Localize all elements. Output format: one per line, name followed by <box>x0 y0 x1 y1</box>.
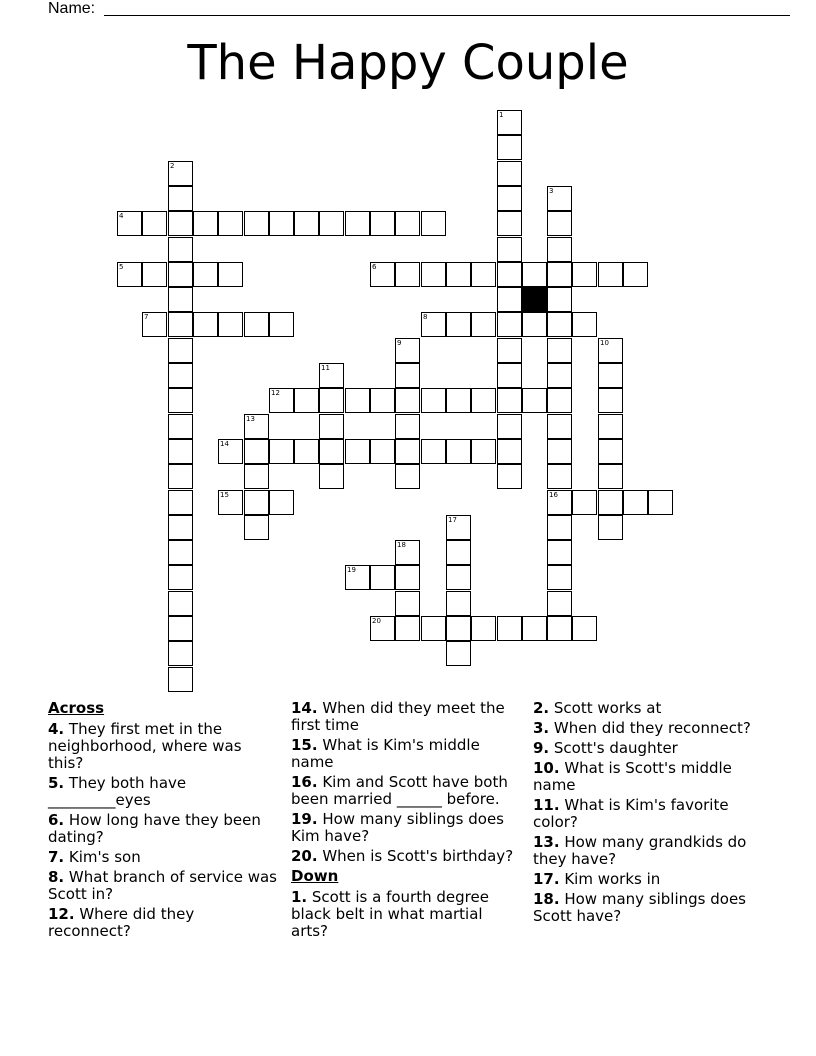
grid-cell[interactable] <box>598 464 623 489</box>
clue-number: 18 <box>397 541 406 549</box>
clue-number: 16 <box>549 491 558 499</box>
grid-cell[interactable] <box>395 262 420 287</box>
clue-item-text: What is Kim's middle name <box>291 736 480 771</box>
grid-cell[interactable] <box>168 186 193 211</box>
clue-item-number: 8. <box>48 868 65 886</box>
grid-cell[interactable] <box>446 439 471 464</box>
grid-cell[interactable] <box>522 262 547 287</box>
across-heading: Across <box>48 699 105 717</box>
grid-cell[interactable] <box>117 211 142 236</box>
clue-item-number: 3. <box>533 719 550 737</box>
grid-cell[interactable] <box>395 414 420 439</box>
grid-cell[interactable] <box>497 616 522 641</box>
clue-item <box>291 737 523 771</box>
clue-item-text: Scott is a fourth degree black belt in what martial arts? <box>291 888 489 940</box>
grid-cell[interactable] <box>497 110 522 135</box>
grid-cell[interactable] <box>168 312 193 337</box>
name-label: Name: <box>48 0 96 17</box>
grid-cell[interactable] <box>142 312 167 337</box>
grid-cell[interactable] <box>547 414 572 439</box>
grid-cell[interactable] <box>446 540 471 565</box>
clue-item-text: When did they meet the first time <box>291 699 505 734</box>
grid-cell[interactable] <box>269 211 294 236</box>
grid-cell[interactable] <box>598 363 623 388</box>
grid-cell[interactable] <box>497 388 522 413</box>
grid-cell[interactable] <box>446 565 471 590</box>
clue-item-number: 5. <box>48 774 65 792</box>
grid-cell[interactable] <box>244 490 269 515</box>
clue-number: 13 <box>246 415 255 423</box>
grid-cell[interactable] <box>446 312 471 337</box>
grid-cell[interactable] <box>168 464 193 489</box>
grid-cell[interactable] <box>497 287 522 312</box>
clue-item <box>48 849 278 866</box>
grid-cell[interactable] <box>193 211 218 236</box>
grid-cell[interactable] <box>497 135 522 160</box>
grid-cell[interactable] <box>218 211 243 236</box>
grid-cell[interactable] <box>168 540 193 565</box>
clue-item-text: Kim works in <box>559 870 661 888</box>
grid-cell[interactable] <box>446 591 471 616</box>
grid-cell[interactable] <box>547 439 572 464</box>
grid-cell[interactable] <box>547 388 572 413</box>
clue-item <box>533 834 773 868</box>
clue-item-text: What is Scott's middle name <box>533 759 732 794</box>
grid-cell[interactable] <box>547 363 572 388</box>
grid-cell[interactable] <box>497 237 522 262</box>
grid-cell[interactable] <box>319 439 344 464</box>
grid-cell[interactable] <box>471 439 496 464</box>
clue-item-number: 10. <box>533 759 560 777</box>
grid-cell[interactable] <box>193 312 218 337</box>
grid-cell[interactable] <box>244 515 269 540</box>
grid-cell[interactable] <box>471 262 496 287</box>
clue-item-text: How long have they been dating? <box>48 811 261 846</box>
grid-cell[interactable] <box>168 439 193 464</box>
grid-cell[interactable] <box>294 211 319 236</box>
clue-item <box>533 700 773 717</box>
grid-cell[interactable] <box>168 641 193 666</box>
grid-cell[interactable] <box>345 388 370 413</box>
grid-cell[interactable] <box>218 439 243 464</box>
grid-cell[interactable] <box>497 312 522 337</box>
grid-cell[interactable] <box>446 515 471 540</box>
grid-cell[interactable] <box>395 540 420 565</box>
grid-cell[interactable] <box>598 439 623 464</box>
grid-cell[interactable] <box>294 388 319 413</box>
grid-cell[interactable] <box>395 211 420 236</box>
grid-cell[interactable] <box>547 312 572 337</box>
grid-cell[interactable] <box>244 414 269 439</box>
grid-cell[interactable] <box>547 565 572 590</box>
clues-column-3 <box>533 700 773 928</box>
grid-cell[interactable] <box>395 464 420 489</box>
grid-cell[interactable] <box>370 439 395 464</box>
clue-item-text: Where did they reconnect? <box>48 905 195 940</box>
clue-item-text: Kim's son <box>64 848 141 866</box>
clue-item <box>291 774 523 808</box>
clue-item <box>291 700 523 734</box>
clue-number: 8 <box>423 313 428 321</box>
grid-cell[interactable] <box>168 338 193 363</box>
grid-cell[interactable] <box>319 414 344 439</box>
clue-number: 14 <box>220 440 229 448</box>
clue-item-number: 15. <box>291 736 318 754</box>
clue-item <box>533 720 773 737</box>
clue-item-number: 11. <box>533 796 560 814</box>
grid-cell[interactable] <box>142 262 167 287</box>
grid-cell[interactable] <box>421 439 446 464</box>
grid-cell[interactable] <box>269 439 294 464</box>
grid-cell[interactable] <box>244 464 269 489</box>
grid-cell[interactable] <box>598 262 623 287</box>
grid-cell[interactable] <box>547 262 572 287</box>
clue-number: 17 <box>448 516 457 524</box>
clue-item-number: 17. <box>533 870 560 888</box>
clue-item-text: What is Kim's favorite color? <box>533 796 729 831</box>
grid-cell[interactable] <box>471 616 496 641</box>
grid-cell[interactable] <box>446 388 471 413</box>
grid-cell[interactable] <box>370 211 395 236</box>
grid-cell[interactable] <box>168 591 193 616</box>
grid-cell[interactable] <box>168 667 193 692</box>
grid-cell[interactable] <box>370 262 395 287</box>
clue-item-text: How many grandkids do they have? <box>533 833 747 868</box>
grid-cell[interactable] <box>497 414 522 439</box>
grid-cell[interactable] <box>168 616 193 641</box>
clue-item-number: 16. <box>291 773 318 791</box>
grid-cell[interactable] <box>547 211 572 236</box>
clue-item-text: Kim and Scott have both been married ______ before. <box>291 773 508 808</box>
grid-cell[interactable] <box>319 388 344 413</box>
grid-cell[interactable] <box>319 211 344 236</box>
grid-cell[interactable] <box>269 490 294 515</box>
clue-item-text: How many siblings does Kim have? <box>291 810 504 845</box>
clue-item <box>533 871 773 888</box>
grid-cell[interactable] <box>446 616 471 641</box>
grid-cell[interactable] <box>370 565 395 590</box>
clue-item-text: They both have _________eyes <box>48 774 187 809</box>
clue-number: 9 <box>397 339 402 347</box>
grid-cell[interactable] <box>395 363 420 388</box>
clue-item-text: When did they reconnect? <box>549 719 751 737</box>
grid-cell[interactable] <box>269 312 294 337</box>
grid-cell[interactable] <box>522 312 547 337</box>
grid-cell[interactable] <box>168 565 193 590</box>
clue-number: 3 <box>549 187 554 195</box>
grid-cell[interactable] <box>370 616 395 641</box>
grid-cell[interactable] <box>168 363 193 388</box>
grid-cell[interactable] <box>395 388 420 413</box>
grid-cell[interactable] <box>497 363 522 388</box>
grid-cell[interactable] <box>572 616 597 641</box>
grid-cell[interactable] <box>168 414 193 439</box>
grid-cell[interactable] <box>168 161 193 186</box>
clue-item-text: Scott works at <box>549 699 662 717</box>
grid-cell[interactable] <box>421 262 446 287</box>
grid-cell[interactable] <box>395 439 420 464</box>
grid-cell[interactable] <box>446 641 471 666</box>
grid-cell[interactable] <box>522 616 547 641</box>
grid-cell[interactable] <box>547 338 572 363</box>
grid-cell[interactable] <box>547 616 572 641</box>
grid-cell[interactable] <box>244 312 269 337</box>
grid-cell[interactable] <box>168 237 193 262</box>
grid-cell[interactable] <box>471 312 496 337</box>
grid-cell[interactable] <box>395 565 420 590</box>
grid-cell[interactable] <box>572 262 597 287</box>
grid-cell[interactable] <box>497 262 522 287</box>
clue-number: 15 <box>220 491 229 499</box>
grid-cell[interactable] <box>623 490 648 515</box>
grid-cell[interactable] <box>497 439 522 464</box>
grid-cell[interactable] <box>572 312 597 337</box>
page-title: The Happy Couple <box>187 35 629 91</box>
grid-cell[interactable] <box>218 490 243 515</box>
grid-cell[interactable] <box>395 591 420 616</box>
grid-cell[interactable] <box>319 363 344 388</box>
grid-cell[interactable] <box>395 616 420 641</box>
grid-cell[interactable] <box>142 211 167 236</box>
grid-cell[interactable] <box>269 388 294 413</box>
clue-item <box>48 721 278 772</box>
clues-column-2 <box>291 700 523 943</box>
grid-cell[interactable] <box>497 464 522 489</box>
clue-number: 5 <box>119 263 124 271</box>
grid-cell[interactable] <box>244 439 269 464</box>
grid-cell[interactable] <box>294 439 319 464</box>
clue-item <box>48 869 278 903</box>
clue-number: 4 <box>119 212 124 220</box>
grid-cell[interactable] <box>547 515 572 540</box>
grid-cell[interactable] <box>345 565 370 590</box>
grid-cell[interactable] <box>168 388 193 413</box>
clue-number: 7 <box>144 313 149 321</box>
clue-item <box>48 775 278 809</box>
clue-item <box>48 906 278 940</box>
grid-cell[interactable] <box>497 186 522 211</box>
grid-cell[interactable] <box>497 211 522 236</box>
clue-number: 1 <box>499 111 504 119</box>
clue-item <box>533 760 773 794</box>
grid-cell[interactable] <box>547 287 572 312</box>
clue-item-number: 4. <box>48 720 65 738</box>
clue-number: 6 <box>372 263 377 271</box>
grid-cell[interactable] <box>446 262 471 287</box>
clue-item <box>533 740 773 757</box>
grid-cell[interactable] <box>572 490 597 515</box>
clue-item-number: 13. <box>533 833 560 851</box>
grid-cell[interactable] <box>218 262 243 287</box>
clue-number: 20 <box>372 617 381 625</box>
clue-item <box>48 812 278 846</box>
grid-cell[interactable] <box>421 388 446 413</box>
grid-cell[interactable] <box>547 591 572 616</box>
grid-cell[interactable] <box>370 388 395 413</box>
grid-cell[interactable] <box>421 616 446 641</box>
grid-cell[interactable] <box>117 262 142 287</box>
grid-cell[interactable] <box>168 211 193 236</box>
grid-cell[interactable] <box>193 262 218 287</box>
grid-cell[interactable] <box>168 490 193 515</box>
grid-cell-black <box>522 287 547 312</box>
clues-column-1 <box>48 700 278 943</box>
down-heading: Down <box>291 867 339 885</box>
grid-cell[interactable] <box>168 287 193 312</box>
grid-cell[interactable] <box>218 312 243 337</box>
grid-cell[interactable] <box>598 515 623 540</box>
grid-cell[interactable] <box>345 439 370 464</box>
grid-cell[interactable] <box>648 490 673 515</box>
grid-cell[interactable] <box>244 211 269 236</box>
grid-cell[interactable] <box>547 490 572 515</box>
clue-item-number: 18. <box>533 890 560 908</box>
clue-item-text: How many siblings does Scott have? <box>533 890 746 925</box>
grid-cell[interactable] <box>623 262 648 287</box>
clue-item-text: What branch of service was Scott in? <box>48 868 277 903</box>
clue-item-number: 14. <box>291 699 318 717</box>
grid-cell[interactable] <box>547 186 572 211</box>
grid-cell[interactable] <box>395 338 420 363</box>
grid-cell[interactable] <box>598 338 623 363</box>
clue-number: 2 <box>170 162 175 170</box>
grid-cell[interactable] <box>319 464 344 489</box>
clue-item <box>291 848 523 865</box>
clue-number: 10 <box>600 339 609 347</box>
grid-cell[interactable] <box>547 464 572 489</box>
grid-cell[interactable] <box>421 312 446 337</box>
clue-item <box>291 811 523 845</box>
clue-item-number: 9. <box>533 739 550 757</box>
clue-item-text: They first met in the neighborhood, where was this? <box>48 720 242 772</box>
clue-item <box>533 797 773 831</box>
clue-item-number: 7. <box>48 848 65 866</box>
grid-cell[interactable] <box>522 388 547 413</box>
grid-cell[interactable] <box>598 414 623 439</box>
clue-item <box>533 891 773 925</box>
grid-cell[interactable] <box>168 515 193 540</box>
grid-cell[interactable] <box>345 211 370 236</box>
clue-number: 12 <box>271 389 280 397</box>
clue-item-number: 2. <box>533 699 550 717</box>
grid-cell[interactable] <box>168 262 193 287</box>
clue-item-number: 19. <box>291 810 318 828</box>
grid-cell[interactable] <box>471 388 496 413</box>
clue-item <box>291 889 523 940</box>
clue-number: 11 <box>321 364 330 372</box>
grid-cell[interactable] <box>497 338 522 363</box>
clue-item-text: When is Scott's birthday? <box>317 847 514 865</box>
grid-cell[interactable] <box>421 211 446 236</box>
grid-cell[interactable] <box>497 161 522 186</box>
grid-cell[interactable] <box>598 388 623 413</box>
grid-cell[interactable] <box>547 540 572 565</box>
grid-cell[interactable] <box>547 237 572 262</box>
grid-cell[interactable] <box>598 490 623 515</box>
clue-number: 19 <box>347 566 356 574</box>
clue-item-number: 1. <box>291 888 308 906</box>
clue-item-text: Scott's daughter <box>549 739 678 757</box>
clue-item-number: 12. <box>48 905 75 923</box>
clue-item-number: 6. <box>48 811 65 829</box>
clue-item-number: 20. <box>291 847 318 865</box>
